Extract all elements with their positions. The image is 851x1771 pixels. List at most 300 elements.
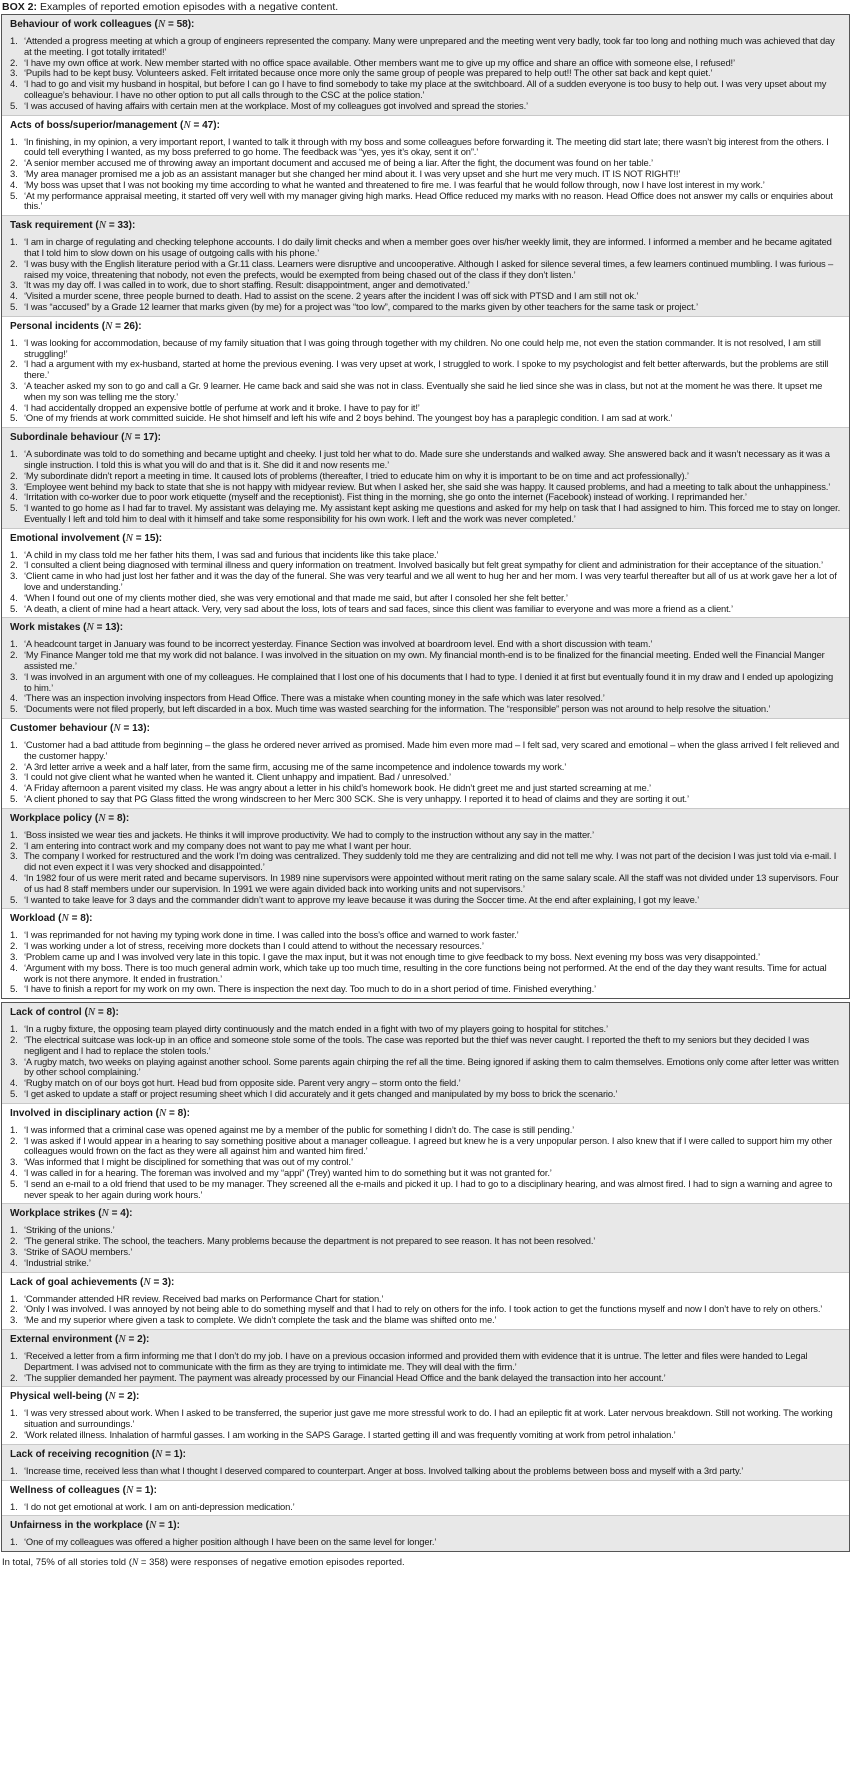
- episode-text: ‘I was accused of having affairs with certain men at the workplace. Most of my colleagues got involved and spread the stories.’: [24, 99, 528, 111]
- category-title: Personal incidents: [10, 320, 99, 332]
- episode-box: [1, 1002, 850, 1552]
- category-count: 1: [167, 1520, 174, 1532]
- category-section: [2, 718, 849, 808]
- episode-item: [10, 873, 841, 895]
- episode-item: [10, 413, 841, 424]
- episode-box: [1, 14, 850, 999]
- item-number: 5.: [10, 1087, 18, 1099]
- category-section: [2, 15, 849, 115]
- item-number: 1.: [10, 548, 18, 560]
- episode-text: ‘I was looking for accommodation, because of my family situation that I was going through together with my children. No one could help me, not even the station commander. It is not resolved, I am still struggling!’: [24, 336, 821, 359]
- episode-item: [10, 359, 841, 381]
- category-title: Unfairness in the workplace: [10, 1520, 143, 1532]
- episode-text: ‘I was reprimanded for not having my typing work done in time. I was called into the boss’s office and warned to work faster.’: [24, 929, 519, 941]
- category-section: [2, 617, 849, 718]
- category-title: Workplace strikes: [10, 1208, 96, 1220]
- episode-item: [10, 1537, 841, 1548]
- item-number: 3.: [10, 67, 18, 79]
- category-section: [2, 1203, 849, 1271]
- item-number: 2.: [10, 1033, 18, 1045]
- episode-item: [10, 1057, 841, 1079]
- category-section: [2, 1386, 849, 1443]
- category-section: [2, 427, 849, 528]
- item-number: 3.: [10, 279, 18, 291]
- category-title: Behaviour of work colleagues: [10, 19, 152, 30]
- category-section: [2, 1515, 849, 1551]
- episode-text: ‘Employee went behind my back to state that she is not happy with midyear review. But when I asked her, she said she was happy. It caused problems, and had a meeting to talk about the unhappiness.’: [24, 480, 831, 492]
- n-symbol: N: [148, 1519, 157, 1532]
- item-number: 3.: [10, 771, 18, 783]
- n-symbol: N: [105, 319, 113, 332]
- footnote: [0, 1552, 851, 1573]
- category-count: 1: [144, 1484, 151, 1496]
- item-number: 2.: [10, 1235, 18, 1247]
- item-number: 5.: [10, 300, 18, 312]
- category-count: 3: [162, 1276, 168, 1288]
- n-symbol: N: [143, 1275, 151, 1288]
- episode-text: ‘Visited a murder scene, three people burned to death. Had to assist on the scene. 2 years after the incident I was off sick with PTSD and I am still not ok.’: [24, 290, 639, 302]
- item-number: 1.: [10, 1464, 18, 1476]
- category-count: 47: [202, 119, 214, 131]
- item-number: 4.: [10, 491, 18, 503]
- category-title: Workplace policy: [10, 812, 93, 824]
- episode-text: ‘I wanted to take leave for 3 days and the commander didn’t want to approve my leave because it was during the Soccer time. At the end after explaining, I got my leave.’: [24, 893, 700, 905]
- category-section: [2, 1480, 849, 1516]
- n-symbol: N: [131, 1558, 139, 1569]
- episodes-container: [0, 14, 851, 1552]
- episode-item: [10, 36, 841, 58]
- episode-item: [10, 449, 841, 471]
- episode-list: [10, 36, 841, 112]
- episode-text: The company I worked for restructured and the work I’m doing was centralized. They suddenly told me they are centralizing and did not tell me why. I was not part of the decision I was just told via e-mail. I did not even expect it I was very shocked and disappointed.’: [24, 850, 837, 873]
- item-number: 1.: [10, 135, 18, 147]
- footnote-text: In total, 75% of all stories told (: [2, 1557, 132, 1569]
- item-number: 2.: [10, 559, 18, 571]
- episode-text: ‘Strike of SAOU members.’: [24, 1245, 133, 1257]
- episode-list: [10, 1537, 841, 1548]
- n-symbol: N: [108, 1390, 116, 1403]
- episode-item: [10, 1089, 841, 1100]
- category-heading: Task requirement (N = 33):: [10, 219, 136, 232]
- episode-list: [10, 1351, 841, 1383]
- box-label: BOX 2:: [2, 1, 38, 13]
- episode-text: ‘I was informed that a criminal case was opened against me by a member of the public for something I didn’t do. The case is still pending.’: [24, 1123, 575, 1135]
- category-title: Lack of goal achievements: [10, 1276, 138, 1288]
- episode-text: ‘I had a argument with my ex-husband, started at home the previous evening. I was very upset at work, I struggled to work. I spoke to my psychologist and felt better afterwards, but the problems are still there.’: [24, 358, 829, 381]
- category-count: 8: [177, 1107, 184, 1119]
- category-title: Physical well-being: [10, 1391, 103, 1403]
- category-title: Lack of control: [10, 1007, 82, 1019]
- episode-text: ‘I do not get emotional at work. I am on anti-depression medication.’: [24, 1500, 295, 1512]
- category-heading: Unfairness in the workplace (N = 1):: [10, 1519, 180, 1532]
- episode-text: ‘Documents were not filed properly, but left discarded in a box. Much time was wasted searching for the information. The “responsible” person was not around to help resolve the situation.’: [24, 703, 771, 715]
- category-count: 2: [137, 1333, 143, 1345]
- episode-text: ‘A death, a client of mine had a heart attack. Very, very sad about the loss, lots of tears and sad faces, since this client was familiar to everyone and was more a friend as a client.’: [24, 602, 733, 614]
- category-title: Emotional involvement: [10, 532, 120, 544]
- episode-text: ‘Client came in who had just lost her father and it was the day of the funeral. She was very tearful and we all went to hug her and her mom. I was very tearful thereafter but all of us at work gave her a lot of love and understanding.’: [24, 570, 837, 593]
- episode-text: ‘In a rugby fixture, the opposing team played dirty continuously and the match ended in a fight with two of my players going to hospital for stitches.’: [24, 1023, 608, 1035]
- item-number: 2.: [10, 1303, 18, 1315]
- item-number: 1.: [10, 336, 18, 348]
- episode-text: ‘Me and my superior where given a task to complete. We didn’t complete the task and the blame was shifted onto me.’: [24, 1314, 497, 1326]
- episode-text: ‘When I found out one of my clients mother died, she was very emotional and that made me said, but after I consoled her she felt better.’: [24, 591, 568, 603]
- episode-list: [10, 1225, 841, 1268]
- category-title: Involved in disciplinary action: [10, 1107, 153, 1119]
- category-section: [2, 215, 849, 316]
- item-number: 2.: [10, 1371, 18, 1383]
- n-symbol: N: [113, 722, 121, 735]
- episode-item: [10, 1408, 841, 1430]
- item-number: 3.: [10, 570, 18, 582]
- category-title: Lack of receiving recognition: [10, 1448, 149, 1460]
- episode-text: ‘Boss insisted we wear ties and jackets. He thinks it will improve productivity. We had to comply to the instruction without any say in the matter.’: [24, 828, 594, 840]
- episode-item: [10, 1315, 841, 1326]
- episode-text: ‘A client phoned to say that PG Glass fitted the wrong windscreen to her Merc 300 SCK. She is very unhappy. I reported it to head of claims and they are sorting it out.’: [24, 793, 689, 805]
- episode-list: [10, 550, 841, 615]
- n-symbol: N: [183, 118, 191, 131]
- category-title: Task requirement: [10, 220, 93, 232]
- episode-item: [10, 101, 841, 112]
- episode-item: [10, 672, 841, 694]
- episode-item: [10, 604, 841, 615]
- episode-text: ‘A Friday afternoon a parent visited my class. He was angry about a letter in his child’s homework book. He didn’t greet me and just started screaming at me.’: [24, 782, 651, 794]
- item-number: 3.: [10, 1245, 18, 1257]
- category-count: 13: [132, 723, 144, 735]
- category-heading: Workplace strikes (N = 4):: [10, 1207, 133, 1220]
- category-section: [2, 1329, 849, 1386]
- box-caption-text: Examples of reported emotion episodes with a negative content.: [39, 1, 339, 13]
- item-number: 1.: [10, 1023, 18, 1035]
- episode-text: ‘My boss was upset that I was not booking my time according to what he wanted and threatened to fire me. I was fearful that he would follow through, now I have lost interest in my work.’: [24, 178, 765, 190]
- episode-text: ‘I am in charge of regulating and checking telephone accounts. I do daily limit checks and when a member goes over his/her weekly limit, they are informed. I informed a member and he became agitated that I told him to slow down on his usage of outgoing calls with his phone.’: [24, 236, 832, 258]
- episode-item: [10, 851, 841, 873]
- n-symbol: N: [155, 1447, 163, 1460]
- item-number: 4.: [10, 872, 18, 884]
- item-number: 2.: [10, 469, 18, 481]
- category-count: 58: [176, 19, 188, 30]
- episode-item: [10, 895, 841, 906]
- category-section: [2, 316, 849, 427]
- episode-text: ‘A headcount target in January was found to be incorrect yesterday. Finance Section was involved at boardroom level. End with a short discussion with team.’: [24, 638, 653, 650]
- n-symbol: N: [157, 18, 166, 30]
- item-number: 1.: [10, 1500, 18, 1512]
- item-number: 4.: [10, 178, 18, 190]
- episode-text: ‘One of my friends at work committed suicide. He shot himself and left his wife and 2 boys behind. The youngest boy has a paraplegic condition. I am sad at work.’: [24, 412, 673, 424]
- category-count: 13: [105, 622, 117, 634]
- episode-list: [10, 338, 841, 424]
- episode-text: ‘A subordinate was told to do something and became uptight and cheeky. I just told her what to do. Made sure she understands and walked away. She answered back and it wasn’t necessary as it was a single instruction. I told this is what you will do and that is it. She did it and now resents me.’: [24, 448, 830, 470]
- n-symbol: N: [124, 431, 132, 444]
- category-section: [2, 808, 849, 909]
- category-heading: Work mistakes (N = 13):: [10, 621, 124, 634]
- n-symbol: N: [101, 1207, 109, 1220]
- box-caption: [0, 0, 851, 14]
- footnote-count: = 358) were responses of negative emotion episodes reported.: [138, 1557, 405, 1569]
- item-number: 5.: [10, 602, 18, 614]
- category-heading: Lack of receiving recognition (N = 1):: [10, 1447, 187, 1460]
- episode-text: ‘My area manager promised me a job as an assistant manager but she changed her mind about it. I was very upset and she hurt me very much. IT IS NOT RIGHT!!’: [24, 167, 681, 179]
- episode-list: [10, 1408, 841, 1440]
- category-heading: External environment (N = 2):: [10, 1332, 150, 1345]
- episode-item: [10, 1430, 841, 1441]
- item-number: 2.: [10, 1428, 18, 1440]
- episode-text: ‘One of my colleagues was offered a higher position although I have been on the same level for longer.’: [24, 1536, 437, 1548]
- category-section: [2, 908, 849, 998]
- category-count: 1: [173, 1448, 180, 1460]
- category-section: [2, 1003, 849, 1103]
- category-title: Customer behaviour: [10, 723, 108, 735]
- item-number: 5.: [10, 983, 18, 995]
- item-number: 5.: [10, 189, 18, 201]
- episode-text: ‘I had accidentally dropped an expensive bottle of perfume at work and it broke. I have to pay for it!’: [24, 401, 420, 413]
- category-heading: Customer behaviour (N = 13):: [10, 722, 150, 735]
- episode-text: ‘Rugby match on of our boys got hurt. Head bud from opposite side. Parent very angry – storm onto the field.’: [24, 1077, 461, 1089]
- item-number: 5.: [10, 703, 18, 715]
- episode-text: ‘Striking of the unions.’: [24, 1224, 115, 1236]
- episode-item: [10, 1236, 841, 1247]
- episode-item: [10, 984, 841, 995]
- item-number: 4.: [10, 1077, 18, 1089]
- item-number: 4.: [10, 401, 18, 413]
- item-number: 4.: [10, 1166, 18, 1178]
- episode-text: ‘I was involved in an argument with one of my colleagues. He complained that I lost one of his documents that I had to type. I denied it at first but eventually found it in my draw and I ended up apologizing to him.’: [24, 670, 834, 693]
- item-number: 3.: [10, 167, 18, 179]
- item-number: 1.: [10, 1536, 18, 1548]
- category-heading: Workload (N = 8):: [10, 912, 93, 925]
- episode-text: ‘I could not give client what he wanted when he wanted it. Client unhappy and impatient. Bad / unresolved.’: [24, 771, 451, 783]
- episode-item: [10, 302, 841, 313]
- episode-item: [10, 1258, 841, 1269]
- episode-text: ‘The electrical suitcase was lock-up in an office and someone stole some of the tools. The case was reported but the thief was never caught. I reported the theft to my seniors but they decided I was negligent and I had to replace the stolen tools.’: [24, 1033, 809, 1056]
- category-title: External environment: [10, 1333, 113, 1345]
- item-number: 1.: [10, 448, 18, 460]
- episode-list: [10, 930, 841, 995]
- item-number: 3.: [10, 379, 18, 391]
- item-number: 1.: [10, 1349, 18, 1361]
- episode-text: ‘A 3rd letter arrive a week and a half later, from the same firm, accusing me of the same incompetence and indolence towards my work.’: [24, 760, 567, 772]
- episode-text: ‘Was informed that I might be disciplined for something that was out of my control.’: [24, 1156, 353, 1168]
- episode-text: ‘Only I was involved. I was annoyed by not being able to do something myself and that I had to rely on others for the info. I took action to get the functions myself and now I don’t have to rely on others.’: [24, 1303, 823, 1315]
- episode-text: ‘I was asked if I would appear in a hearing to say something positive about a manager colleague. I agreed but knew he is a very unpopular person. I also knew that if I were called to support him my other colleagues would frown on the fact as they were all against him and wanted him fired.’: [24, 1134, 833, 1157]
- episode-text: ‘Work related illness. Inhalation of harmful gasses. I am working in the SAPS Garage. I started getting ill and was frequently vomiting at work from petrol inhalation.’: [24, 1428, 676, 1440]
- item-number: 1.: [10, 1224, 18, 1236]
- category-heading: Behaviour of work colleagues (N = 58):: [10, 18, 195, 30]
- item-number: 5.: [10, 1177, 18, 1189]
- n-symbol: N: [125, 1483, 134, 1496]
- category-title: Wellness of colleagues: [10, 1484, 120, 1496]
- episode-text: ‘Problem came up and I was involved very late in this topic. I gave the max input, but it was not enough time to give feedback to my boss. Next evening my boss was very disappointed.’: [24, 951, 760, 962]
- episode-text: ‘Industrial strike.’: [24, 1256, 91, 1268]
- n-symbol: N: [61, 912, 69, 925]
- item-number: 4.: [10, 1256, 18, 1268]
- episode-item: [10, 1373, 841, 1384]
- episode-item: [10, 338, 841, 360]
- n-symbol: N: [87, 1006, 96, 1019]
- category-title: Workload: [10, 913, 56, 925]
- episode-item: [10, 571, 841, 593]
- episode-list: [10, 1125, 841, 1201]
- item-number: 2.: [10, 358, 18, 370]
- n-symbol: N: [158, 1106, 167, 1119]
- n-symbol: N: [118, 1332, 126, 1345]
- episode-item: [10, 259, 841, 281]
- category-title: Work mistakes: [10, 622, 81, 634]
- item-number: 4.: [10, 78, 18, 90]
- episode-item: [10, 963, 841, 985]
- item-number: 2.: [10, 649, 18, 661]
- category-heading: Subordinale behaviour (N = 17):: [10, 431, 162, 444]
- category-title: Acts of boss/superior/management: [10, 119, 178, 131]
- episode-text: ‘I was very stressed about work. When I asked to be transferred, the superior just gave me more stressful work to do. I had an epileptic fit at work. Later nervous breakdown. Still not working. The working situation and surroundings.’: [24, 1407, 833, 1430]
- item-number: 2.: [10, 1134, 18, 1146]
- item-number: 4.: [10, 692, 18, 704]
- item-number: 1.: [10, 638, 18, 650]
- episode-list: [10, 1466, 841, 1477]
- episode-text: ‘My subordinate didn’t report a meeting in time. It caused lots of problems (thereafter, I tried to educate him on why it is important to be on time and act professionally).’: [24, 469, 689, 481]
- category-heading: Physical well-being (N = 2):: [10, 1390, 140, 1403]
- episode-list: [10, 830, 841, 906]
- episode-item: [10, 381, 841, 403]
- episode-text: ‘A child in my class told me her father hits them, I was sad and furious that incidents like this take place.’: [24, 548, 439, 560]
- item-number: 3.: [10, 1314, 18, 1326]
- episode-text: ‘I consulted a client being diagnosed with terminal illness and query information on treatment. Involved basically but felt great sympathy for client and administration for their acceptance of the situation.’: [24, 559, 823, 571]
- item-number: 3.: [10, 850, 18, 862]
- episode-text: ‘There was an inspection involving inspectors from Head Office. There was a mistake when counting money in the safe which was later resolved.’: [24, 692, 605, 704]
- category-count: 8: [116, 812, 123, 824]
- item-number: 1.: [10, 35, 18, 46]
- item-number: 5.: [10, 893, 18, 905]
- category-heading: Wellness of colleagues (N = 1):: [10, 1483, 157, 1496]
- episode-text: ‘I am entering into contract work and my company does not want to pay me what I want per hour.: [24, 839, 412, 851]
- episode-item: [10, 1247, 841, 1258]
- category-count: 15: [144, 532, 156, 544]
- item-number: 5.: [10, 99, 18, 111]
- item-number: 2.: [10, 839, 18, 851]
- episode-text: ‘Increase time, received less than what I thought I deserved compared to counterpart. Anger at boss. Involved talking about the problems between boss and myself with a 3rd party.’: [24, 1464, 744, 1476]
- item-number: 3.: [10, 951, 18, 962]
- category-count: 8: [80, 913, 86, 925]
- episode-text: ‘I was “accused” by a Grade 12 learner that marks given (by me) for a project was “too low”, compared to the marks given by other teachers for the same task or project.’: [24, 300, 698, 312]
- item-number: 1.: [10, 236, 18, 248]
- item-number: 3.: [10, 670, 18, 682]
- item-number: 5.: [10, 793, 18, 805]
- item-number: 5.: [10, 502, 18, 514]
- episode-item: [10, 1466, 841, 1477]
- episode-item: [10, 1179, 841, 1201]
- category-heading: Workplace policy (N = 8):: [10, 811, 130, 824]
- episode-text: ‘Attended a progress meeting at which a group of engineers represented the company. Many were unprepared and the meeting went very badly, took far too long and nothing much was achieved that day at the meeting. I got totally irritated!’: [24, 35, 835, 57]
- episode-list: [10, 1294, 841, 1326]
- episode-item: [10, 794, 841, 805]
- episode-text: ‘In finishing, in my opinion, a very important report, I wanted to talk it through with my boss and some colleagues before forwarding it. The meeting did start late; there wasn’t big interest from the others. I could tell everything I wanted, as my boss preferred to go home. The feedback was “yes, yes it’s okay, sent it on”.’: [24, 135, 829, 158]
- episode-item: [10, 237, 841, 259]
- episode-item: [10, 137, 841, 159]
- episode-text: ‘A senior member accused me of throwing away an important document and accused me of being a liar. After the fight, the document was found on her table.’: [24, 157, 653, 169]
- episode-text: ‘I have my own office at work. New member started with no office space available. Other members want me to give up my office and share an office with someone else, I refused!’: [24, 56, 735, 68]
- item-number: 3.: [10, 1156, 18, 1168]
- episode-text: ‘It was my day off. I was called in to work, due to short staffing. Result: disappointment, anger and demotivated.’: [24, 279, 470, 291]
- category-heading: Acts of boss/superior/management (N = 47):: [10, 118, 220, 131]
- item-number: 4.: [10, 591, 18, 603]
- episode-item: [10, 650, 841, 672]
- episode-text: ‘Irritation with co-worker due to poor work etiquette (myself and the receptionist). Fist thing in the morning, she go onto the internet (Facebook) instead of working. I reprimanded her.’: [24, 491, 747, 503]
- episode-text: ‘I had to go and visit my husband in hospital, but before I can go I have to find somebody to take my place at the switchboard. All of a sudden everyone is too busy to help out. I was very upset about my colleague’s behaviour. I have no other option to put all calls through to the CSC at the police station.’: [24, 78, 827, 100]
- episode-list: [10, 740, 841, 805]
- item-number: 1.: [10, 739, 18, 751]
- item-number: 1.: [10, 828, 18, 840]
- item-number: 2.: [10, 157, 18, 169]
- episode-item: [10, 1035, 841, 1057]
- episode-item: [10, 79, 841, 101]
- episode-text: ‘I was working under a lot of stress, receiving more dockets than I could attend to without the necessary resources.’: [24, 940, 484, 952]
- episode-text: ‘In 1982 four of us were merit rated and became supervisors. In 1989 nine supervisors were appointed without merit rating on the same salary scale. All the staff was not divided under 13 supervisors. Four of us had 8 staff members under our supervision. In 1991 we were again divided back into working units and not supervisors.’: [24, 872, 839, 894]
- episode-text: ‘I was called in for a hearing. The foreman was involved and my “appi” (Trey) wanted him to do something but it was not granted for.’: [24, 1166, 552, 1178]
- episode-text: ‘I send an e-mail to a old friend that used to be my manager. They screened all the e-mails and picked it up. I had to go to a disciplinary hearing, and was almost fired. I had to sign a warning and agree to never speak to her again during work hours.’: [24, 1177, 833, 1200]
- category-count: 4: [120, 1208, 126, 1220]
- category-section: [2, 1103, 849, 1204]
- episode-text: ‘At my performance appraisal meeting, it started off very well with my manager giving high marks. Head Office reduced my marks with no reason. Head Office does not answer my calls or enquiries about this.’: [24, 189, 833, 212]
- episode-text: ‘The general strike. The school, the teachers. Many problems because the department is not prepared to see reason. It has not been resolved.’: [24, 1235, 596, 1247]
- episode-text: ‘Customer had a bad attitude from beginning – the glass he ordered never arrived as promised. Made him even more mad – I felt sad, very scared and emotional – when the glass arrived I felt relieved and the customer happy.’: [24, 739, 840, 761]
- episode-text: ‘I was busy with the English literature period with a Gr.11 class. Learners were disruptive and uncooperative. Although I asked for silence several times, a few learners continued mumbling. I was furious – raised my voice, threatening that nobody, not even the prefects, would be exempted from being chased out of the class if they don’t listen.’: [24, 257, 834, 280]
- category-count: 26: [123, 320, 135, 332]
- n-symbol: N: [86, 621, 94, 634]
- n-symbol: N: [98, 811, 106, 824]
- item-number: 3.: [10, 1055, 18, 1067]
- episode-text: ‘A rugby match, two weeks on playing against another school. Some parents again chirping the ref all the time. Being ignored if asking them to calm themselves. Emotions only come after letter was written by other school complaining.’: [24, 1055, 839, 1078]
- category-count: 33: [117, 220, 129, 232]
- item-number: 4.: [10, 961, 18, 973]
- episode-item: [10, 704, 841, 715]
- item-number: 1.: [10, 929, 18, 941]
- category-section: [2, 528, 849, 618]
- episode-item: [10, 1351, 841, 1373]
- item-number: 4.: [10, 782, 18, 794]
- episode-text: ‘I wanted to go home as I had far to travel. My assistant was delaying me. My assistant kept asking me questions and asked for my help on task that I had assigned to him. This forced me to stay on longer. Eventually I left and told him to deal with it himself and take some responsibility for his own work. I left and the work was never completed.’: [24, 502, 841, 524]
- episode-text: ‘I have to finish a report for my work on my own. There is inspection the next day. Too much to do in a short period of time. Finished everything.’: [24, 983, 596, 995]
- item-number: 1.: [10, 1407, 18, 1419]
- category-count: 2: [127, 1391, 133, 1403]
- category-title: Subordinale behaviour: [10, 432, 119, 444]
- item-number: 2.: [10, 760, 18, 772]
- category-section: [2, 1272, 849, 1329]
- episode-list: [10, 237, 841, 313]
- category-section: [2, 1444, 849, 1480]
- item-number: 1.: [10, 1292, 18, 1304]
- episode-list: [10, 1502, 841, 1513]
- item-number: 5.: [10, 412, 18, 424]
- episode-item: [10, 1136, 841, 1158]
- item-number: 4.: [10, 290, 18, 302]
- category-heading: Lack of control (N = 8):: [10, 1006, 119, 1019]
- episode-item: [10, 191, 841, 213]
- category-heading: Involved in disciplinary action (N = 8):: [10, 1106, 190, 1119]
- episode-text: ‘Argument with my boss. There is too much general admin work, which take up too much time, resulting in the core functions being not performed. At the end of the day they want results. Time for actual work is not there anymore. It ended in frustration.’: [24, 961, 827, 984]
- episode-list: [10, 137, 841, 213]
- category-section: [2, 115, 849, 216]
- n-symbol: N: [125, 531, 133, 544]
- episode-item: [10, 503, 841, 525]
- episode-text: ‘My Finance Manger told me that my work did not balance. I was involved in the situation on my own. My financial month-end is to be finalized for the financial meeting. Ended well the Financial Manger assisted me.’: [24, 649, 825, 672]
- episode-text: ‘Commander attended HR review. Received bad marks on Performance Chart for station.’: [24, 1292, 384, 1304]
- episode-text: ‘The supplier demanded her payment. The payment was already processed by our Financial Head Office and the bank delayed the transaction into her account.’: [24, 1371, 666, 1383]
- n-symbol: N: [98, 219, 107, 232]
- category-heading: Personal incidents (N = 26):: [10, 319, 142, 332]
- item-number: 3.: [10, 480, 18, 492]
- episode-list: [10, 1024, 841, 1100]
- episode-list: [10, 449, 841, 525]
- episode-list: [10, 639, 841, 715]
